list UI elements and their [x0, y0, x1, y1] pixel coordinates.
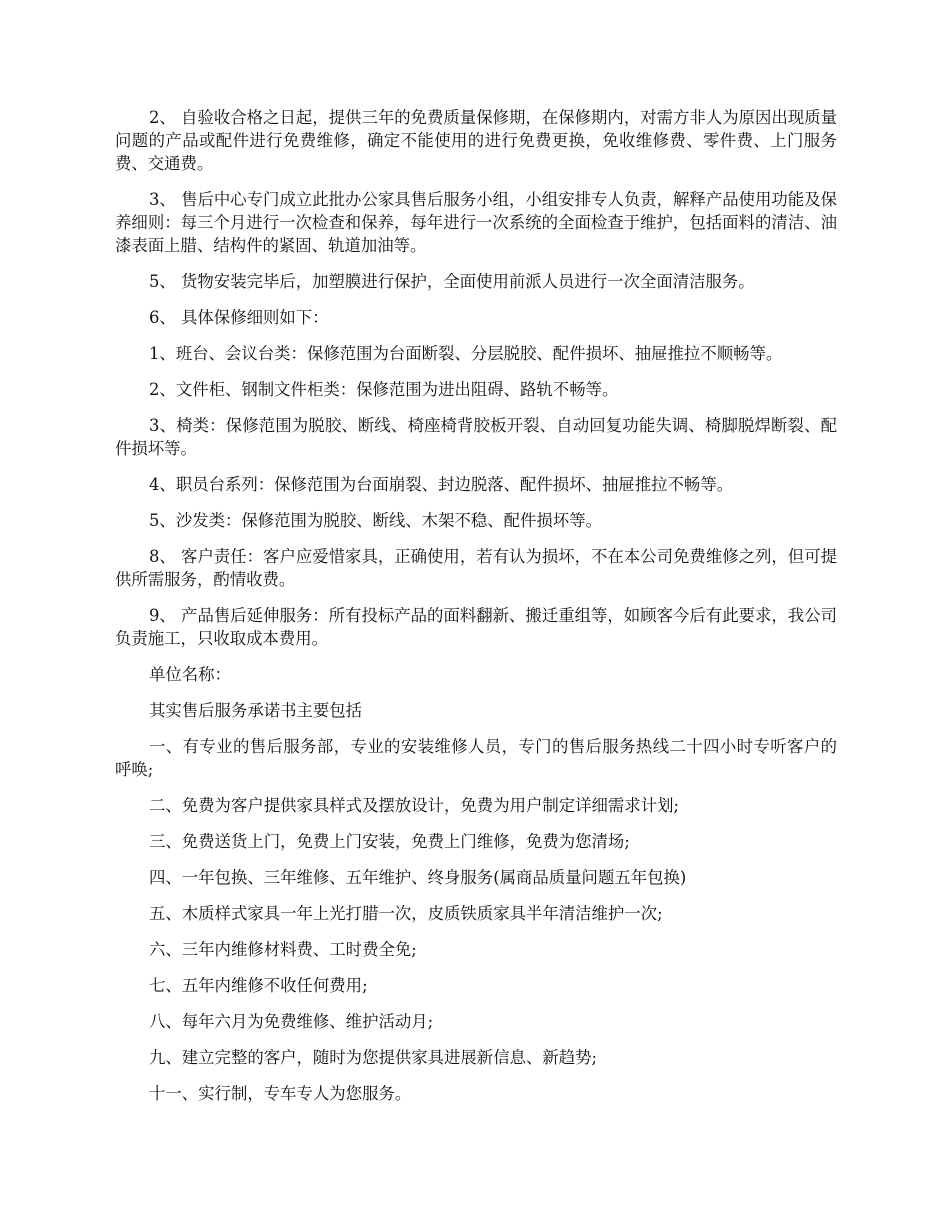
paragraph-item-7: 七、五年内维修不收任何费用; — [149, 976, 368, 995]
paragraph-file-cabinet: 2、文件柜、钢制文件柜类：保修范围为进出阻碍、路轨不畅等。 — [149, 380, 619, 399]
paragraph-commitment-intro: 其实售后服务承诺书主要包括 — [149, 701, 363, 720]
document-page — [115, 106, 837, 1118]
paragraph-sofa: 5、沙发类：保修范围为脱胶、断线、木架不稳、配件损坏等。 — [149, 511, 602, 530]
paragraph-item-8: 八、每年六月为免费维修、维护活动月; — [149, 1012, 434, 1031]
paragraph-unit-name: 单位名称： — [149, 665, 231, 684]
paragraph-chairs: 3、椅类：保修范围为脱胶、断线、椅座椅背胶板开裂、自动回复功能失调、椅脚脱焊断裂、配件损坏等。 — [115, 416, 837, 458]
paragraph-item-1: 一、有专业的售后服务部，专业的安装维修人员，专门的售后服务热线二十四小时专听客户的呼唤; — [115, 737, 837, 779]
paragraph-item-11: 十一、实行制，专车专人为您服务。 — [149, 1084, 412, 1103]
paragraph-item-9: 九、建立完整的客户，随时为您提供家具进展新信息、新趋势; — [149, 1048, 598, 1067]
paragraph-item-3: 三、免费送货上门，免费上门安装，免费上门维修，免费为您清场; — [149, 832, 630, 851]
paragraph-installation: 5、 货物安装完毕后，加塑膜进行保护，全面使用前派人员进行一次全面清洁服务。 — [149, 272, 755, 291]
paragraph-customer-responsibility: 8、 客户责任：客户应爱惜家具，正确使用，若有认为损坏，不在本公司免费维修之列，但可提供所需服务，酌情收费。 — [115, 547, 837, 589]
paragraph-item-2: 二、免费为客户提供家具样式及摆放设计，免费为用户制定详细需求计划; — [149, 796, 680, 815]
paragraph-item-5: 五、木质样式家具一年上光打腊一次，皮质铁质家具半年清洁维护一次; — [149, 904, 663, 923]
paragraph-warranty-details-heading: 6、 具体保修细则如下： — [149, 308, 329, 327]
paragraph-warranty-period: 2、 自验收合格之日起，提供三年的免费质量保修期，在保修期内，对需方非人为原因出现质量问题的产品或配件进行免费维修，确定不能使用的进行免费更换，免收维修费、零件费、上门服务费、交通费。 — [115, 108, 837, 173]
paragraph-item-6: 六、三年内维修材料费、工时费全免; — [149, 940, 417, 959]
paragraph-staff-desk: 4、职员台系列：保修范围为台面崩裂、封边脱落、配件损坏、抽屉推拉不畅等。 — [149, 475, 734, 494]
paragraph-desk-meeting-table: 1、班台、会议台类：保修范围为台面断裂、分层脱胶、配件损坏、抽屉推拉不顺畅等。 — [149, 344, 783, 363]
paragraph-extended-service: 9、 产品售后延伸服务：所有投标产品的面料翻新、搬迁重组等，如顾客今后有此要求，我公司负责施工，只收取成本费用。 — [115, 606, 837, 648]
paragraph-item-4: 四、一年包换、三年维修、五年维护、终身服务(属商品质量问题五年包换) — [149, 868, 687, 887]
paragraph-service-team: 3、 售后中心专门成立此批办公家具售后服务小组，小组安排专人负责，解释产品使用功能及保养细则：每三个月进行一次检查和保养，每年进行一次系统的全面检查于维护，包括面料的清洁、油漆表面上腊、结构件的紧固、轨道加油等。 — [115, 190, 837, 255]
